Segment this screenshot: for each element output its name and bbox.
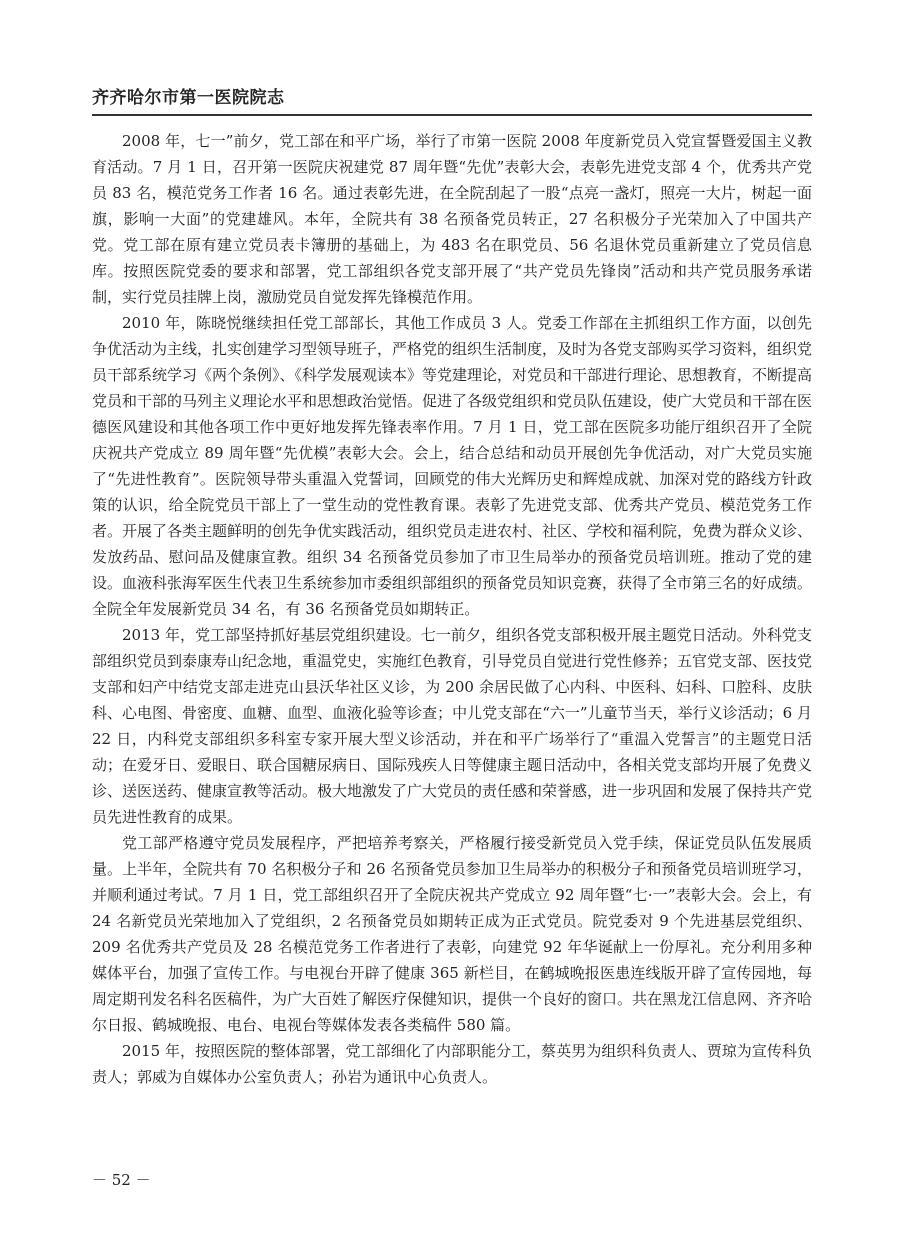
header-title: 齐齐哈尔市第一医院院志 xyxy=(92,88,285,108)
running-header xyxy=(92,86,812,116)
paragraph-2008: 2008 年，七一”前夕，党工部在和平广场，举行了市第一医院 2008 年度新党员入党宣誓暨爱国主义教育活动。7 月 1 日，召开第一医院庆祝建党 87 周年暨“先优”表彰大会，表彰先进党支部 4 个，优秀共产党员 83 名，模范党务工作者 16 名。通过表彰先进，在全院刮起了一股“点亮一盏灯，照亮一大片，树起一面旗，影响一大面”的党建雄风。本年，全院共有 38 名预备党员转正，27 名积极分子光荣加入了中国共产党。党工部在原有建立党员表卡簿册的基础上，为 483 名在职党员、56 名退休党员重新建立了党员信息库。按照医院党委的要求和部署，党工部组织各党支部开展了“共产党员先锋岗”活动和共产党员服务承诺制，实行党员挂牌上岗，激励党员自觉发挥先锋模范作用。 xyxy=(92,132,812,306)
paragraph-2010: 2010 年，陈晓悦继续担任党工部部长，其他工作成员 3 人。党委工作部在主抓组织工作方面，以创先争优活动为主线，扎实创建学习型领导班子，严格党的组织生活制度，及时为各党支部购买学习资料，组织党员干部系统学习《两个条例》、《科学发展观读本》等党建理论，对党员和干部进行理论、思想教育，不断提高党员和干部的马列主义理论水平和思想政治觉悟。促进了各级党组织和党员队伍建设，使广大党员和干部在医德医风建设和其他各项工作中更好地发挥先锋表率作用。7 月 1 日，党工部在医院多功能厅组织召开了全院庆祝共产党成立 89 周年暨“先优模”表彰大会。会上，结合总结和动员开展创先争优活动，对广大党员实施了“先进性教育”。医院领导带头重温入党誓词，回顾党的伟大光辉历史和辉煌成就、加深对党的路线方针政策的认识，给全院党员干部上了一堂生动的党性教育课。表彰了先进党支部、优秀共产党员、模范党务工作者。开展了各类主题鲜明的创先争优实践活动，组织党员走进农村、社区、学校和福利院，免费为群众义诊、发放药品、慰问品及健康宣教。组织 34 名预备党员参加了市卫生局举办的预备党员培训班。推动了党的建设。血液科张海军医生代表卫生系统参加市委组织部组织的预备党员知识竞赛，获得了全市第三名的好成绩。全院全年发展新党员 34 名，有 36 名预备党员如期转正。 xyxy=(92,314,813,618)
paragraph-2013: 2013 年，党工部坚持抓好基层党组织建设。七一前夕，组织各党支部积极开展主题党日活动。外科党支部组织党员到泰康寿山纪念地，重温党史，实施红色教育，引导党员自觉进行党性修养；五官党支部、医技党支部和妇产中结党支部走进克山县沃华社区义诊，为 200 余居民做了心内科、中医科、妇科、口腔科、皮肤科、心电图、骨密度、血糖、血型、血液化验等诊查；中儿党支部在“六一”儿童节当天，举行义诊活动；6 月 22 日，内科党支部组织多科室专家开展大型义诊活动，并在和平广场举行了“重温入党誓言”的主题党日活动；在爱牙日、爱眼日、联合国糖尿病日、国际残疾人日等健康主题日活动中，各相关党支部均开展了免费义诊、送医送药、健康宣教等活动。极大地激发了广大党员的责任感和荣誉感，进一步巩固和发展了保持共产党员先进性教育的成果。 xyxy=(92,626,813,826)
paragraph-2015: 2015 年，按照医院的整体部署，党工部细化了内部职能分工，蔡英男为组织科负责人、贾琼为宣传科负责人；郭威为自媒体办公室负责人；孙岩为通讯中心负责人。 xyxy=(92,1042,812,1086)
header-rule xyxy=(92,114,812,116)
body-text xyxy=(92,128,812,1090)
page-number: － 52 － xyxy=(92,1171,151,1189)
paragraph-member-development: 党工部严格遵守党员发展程序，严把培养考察关，严格履行接受新党员入党手续，保证党员队伍发展质量。上半年，全院共有 70 名积极分子和 26 名预备党员参加卫生局举办的积极分子和预备党员培训班学习，并顺利通过考试。7 月 1 日，党工部组织召开了全院庆祝共产党成立 92 周年暨“七·一”表彰大会。会上，有 24 名新党员光荣地加入了党组织，2 名预备党员如期转正成为正式党员。院党委对 9 个先进基层党组织、209 名优秀共产党员及 28 名模范党务工作者进行了表彰，向建党 92 年华诞献上一份厚礼。充分利用多种媒体平台，加强了宣传工作。与电视台开辟了健康 365 新栏目，在鹤城晚报医患连线版开辟了宣传园地，每周定期刊发名科名医稿件，为广大百姓了解医疗保健知识，提供一个良好的窗口。共在黑龙江信息网、齐齐哈尔日报、鹤城晚报、电台、电视台等媒体发表各类稿件 580 篇。 xyxy=(92,834,813,1034)
